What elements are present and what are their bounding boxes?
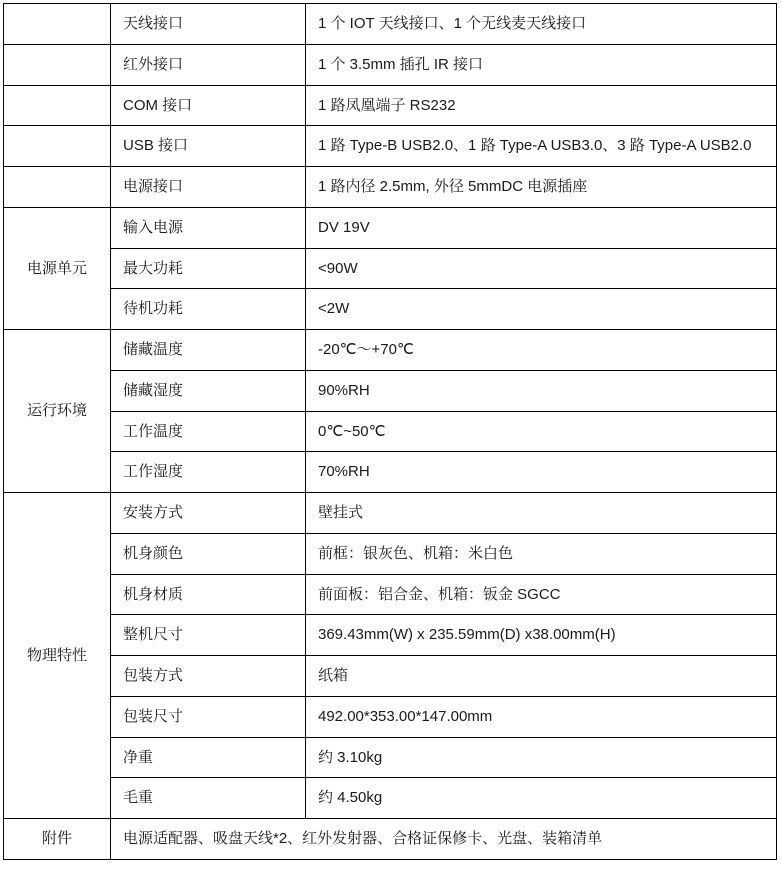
row-item-label: COM 接口 [111,85,306,126]
table-row-accessory [4,819,777,860]
row-item-value: 1 个 3.5mm 插孔 IR 接口 [306,44,777,85]
row-item-value: 约 3.10kg [306,737,777,778]
row-group-power-unit: 电源单元 [4,207,111,329]
table-row [4,248,777,289]
table-row [4,574,777,615]
row-item-label: 储藏湿度 [111,370,306,411]
row-item-label: 整机尺寸 [111,615,306,656]
table-row [4,696,777,737]
row-group-empty [4,44,111,85]
table-row [4,85,777,126]
row-group-empty [4,126,111,167]
table-row [4,411,777,452]
table-row [4,778,777,819]
table-row [4,452,777,493]
row-item-label: 毛重 [111,778,306,819]
row-group-empty [4,85,111,126]
row-item-label: 输入电源 [111,207,306,248]
row-item-value: 前框：银灰色、机箱：米白色 [306,533,777,574]
accessory-label: 附件 [4,819,111,860]
row-item-label: 机身材质 [111,574,306,615]
row-item-label: 电源接口 [111,167,306,208]
table-row [4,207,777,248]
table-row [4,44,777,85]
row-item-value: <90W [306,248,777,289]
row-item-value: 1 路凤凰端子 RS232 [306,85,777,126]
table-row [4,330,777,371]
row-item-value: 369.43mm(W) x 235.59mm(D) x38.00mm(H) [306,615,777,656]
row-item-label: USB 接口 [111,126,306,167]
specification-table [3,3,777,860]
table-row [4,656,777,697]
row-item-label: 工作温度 [111,411,306,452]
row-item-value: 70%RH [306,452,777,493]
table-row [4,126,777,167]
table-row [4,533,777,574]
table-row [4,615,777,656]
table-row [4,737,777,778]
row-item-value: 纸箱 [306,656,777,697]
table-row [4,167,777,208]
row-item-value: 约 4.50kg [306,778,777,819]
row-item-value: 1 个 IOT 天线接口、1 个无线麦天线接口 [306,4,777,45]
row-item-value: 1 路内径 2.5mm, 外径 5mmDC 电源插座 [306,167,777,208]
row-item-value: DV 19V [306,207,777,248]
row-item-label: 待机功耗 [111,289,306,330]
table-row [4,4,777,45]
row-item-value: 前面板：铝合金、机箱：钣金 SGCC [306,574,777,615]
row-item-value: 1 路 Type-B USB2.0、1 路 Type-A USB3.0、3 路 Type-A USB2.0 [306,126,777,167]
table-row [4,289,777,330]
row-item-label: 机身颜色 [111,533,306,574]
table-row [4,493,777,534]
row-item-label: 天线接口 [111,4,306,45]
row-group-empty [4,4,111,45]
row-item-label: 红外接口 [111,44,306,85]
row-item-value: -20℃～+70℃ [306,330,777,371]
row-item-value: 0℃~50℃ [306,411,777,452]
row-item-value: <2W [306,289,777,330]
row-group-operating-env: 运行环境 [4,330,111,493]
row-item-label: 最大功耗 [111,248,306,289]
row-item-label: 储藏温度 [111,330,306,371]
row-item-label: 安装方式 [111,493,306,534]
row-item-value: 90%RH [306,370,777,411]
row-group-empty [4,167,111,208]
table-row [4,370,777,411]
accessory-value: 电源适配器、吸盘天线*2、红外发射器、合格证保修卡、光盘、装箱清单 [111,819,777,860]
row-item-label: 净重 [111,737,306,778]
row-item-label: 工作湿度 [111,452,306,493]
row-item-label: 包装方式 [111,656,306,697]
row-item-label: 包装尺寸 [111,696,306,737]
row-group-physical: 物理特性 [4,493,111,819]
row-item-value: 492.00*353.00*147.00mm [306,696,777,737]
row-item-value: 壁挂式 [306,493,777,534]
